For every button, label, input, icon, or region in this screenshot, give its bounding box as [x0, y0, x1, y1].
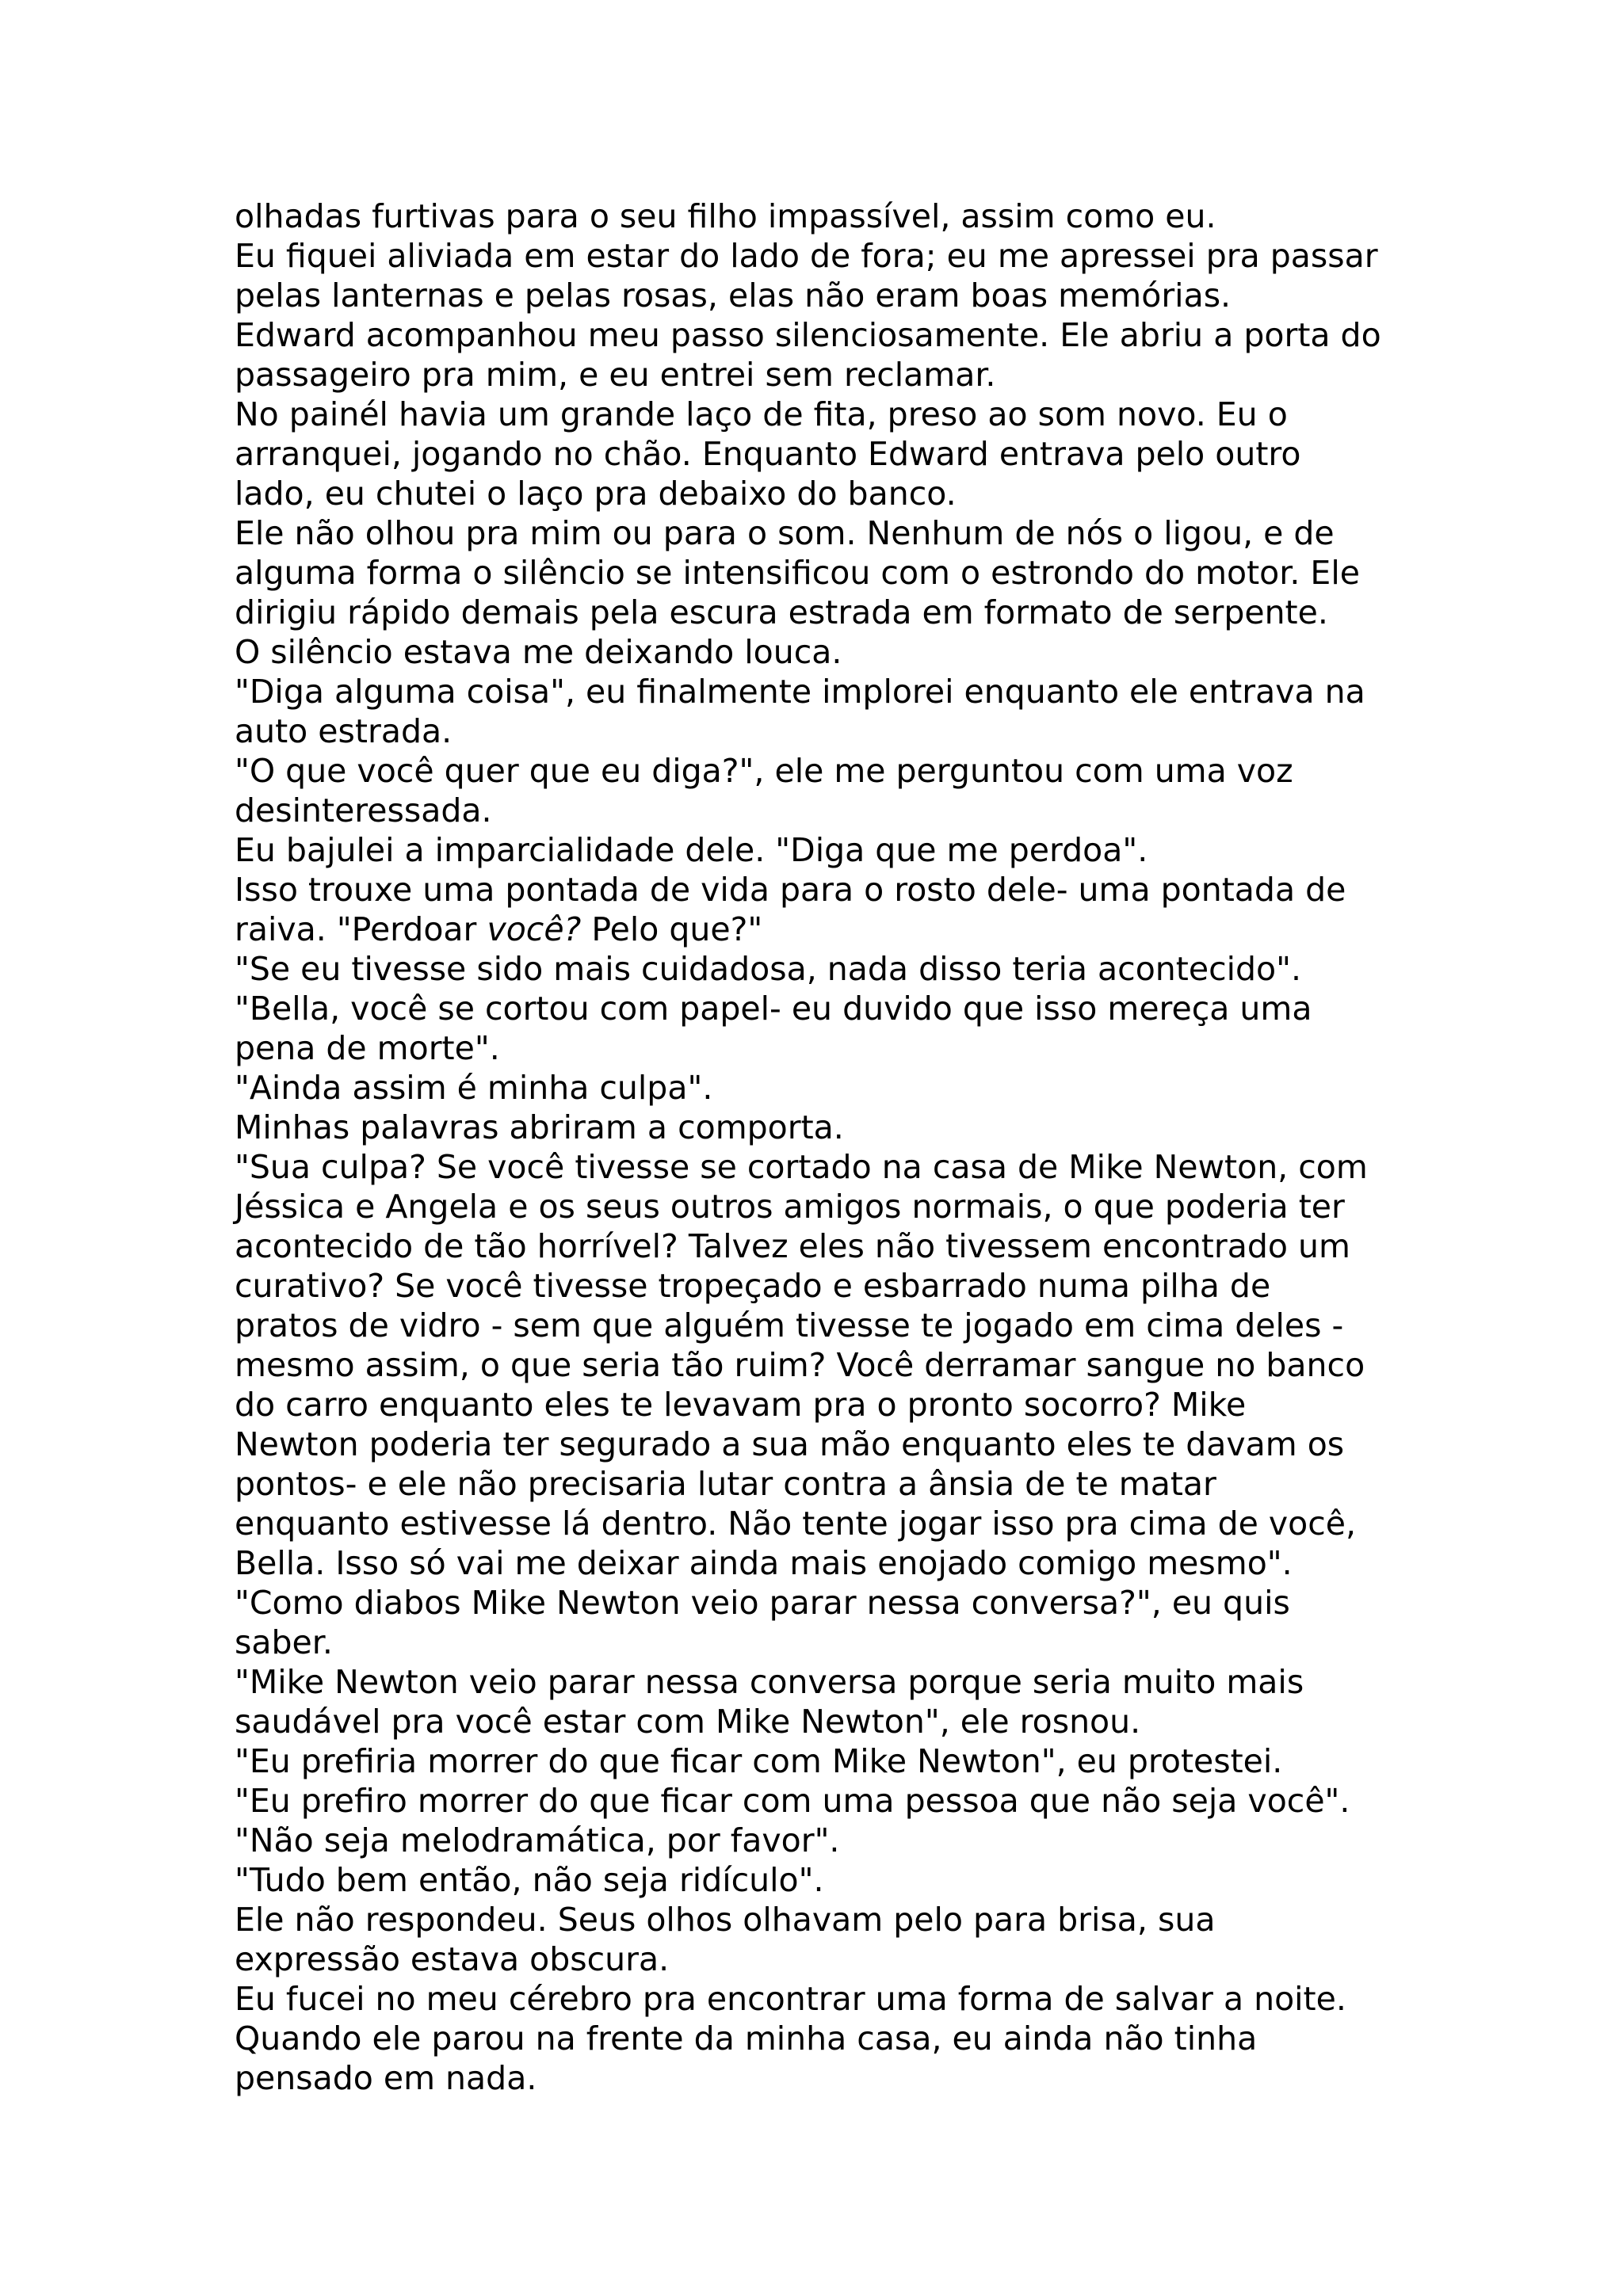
text-line: curativo? Se você tivesse tropeçado e esbarrado numa pilha de: [235, 1267, 1271, 1305]
text-line: Minhas palavras abriram a comporta.: [235, 1108, 844, 1146]
text-line: enquanto estivesse lá dentro. Não tente jogar isso pra cima de você,: [235, 1505, 1357, 1543]
text-line: arranquei, jogando no chão. Enquanto Edward entrava pelo outro: [235, 435, 1301, 473]
text-segment: Pelo que?": [581, 910, 763, 948]
text-line: pratos de vidro - sem que alguém tivesse te jogado em cima deles -: [235, 1306, 1344, 1344]
text-line: Eu fucei no meu cérebro pra encontrar uma forma de salvar a noite.: [235, 1980, 1346, 2018]
text-line: "Eu prefiro morrer do que ficar com uma pessoa que não seja você".: [235, 1782, 1350, 1820]
text-line: pensado em nada.: [235, 2059, 537, 2097]
text-line: Isso trouxe uma pontada de vida para o rosto dele- uma pontada de: [235, 871, 1346, 909]
document-body-text: [235, 196, 1423, 2098]
text-line: Ele não respondeu. Seus olhos olhavam pelo para brisa, sua: [235, 1901, 1216, 1939]
text-line: passageiro pra mim, e eu entrei sem reclamar.: [235, 356, 996, 394]
text-line: Edward acompanhou meu passo silenciosamente. Ele abriu a porta do: [235, 316, 1381, 354]
text-line: acontecido de tão horrível? Talvez eles não tivessem encontrado um: [235, 1227, 1350, 1265]
italic-text-segment: você?: [487, 910, 582, 948]
text-line: expressão estava obscura.: [235, 1940, 670, 1978]
text-line: mesmo assim, o que seria tão ruim? Você derramar sangue no banco: [235, 1346, 1365, 1384]
text-line: "Tudo bem então, não seja ridículo".: [235, 1861, 824, 1899]
text-line: "Eu prefiria morrer do que ficar com Mike Newton", eu protestei.: [235, 1742, 1283, 1780]
text-line: "Mike Newton veio parar nessa conversa porque seria muito mais: [235, 1663, 1304, 1701]
text-segment: raiva. "Perdoar: [235, 910, 487, 948]
text-line: "Bella, você se cortou com papel- eu duvido que isso mereça uma: [235, 990, 1312, 1028]
text-line: Eu fiquei aliviada em estar do lado de fora; eu me apressei pra passar: [235, 237, 1378, 275]
text-line: "Como diabos Mike Newton veio parar nessa conversa?", eu quis: [235, 1584, 1290, 1622]
text-line: "Ainda assim é minha culpa".: [235, 1069, 713, 1107]
text-line: saber.: [235, 1623, 333, 1661]
text-line: alguma forma o silêncio se intensificou com o estrondo do motor. Ele: [235, 554, 1360, 592]
text-line: pontos- e ele não precisaria lutar contra a ânsia de te matar: [235, 1465, 1216, 1503]
text-line: "Se eu tivesse sido mais cuidadosa, nada disso teria acontecido".: [235, 950, 1302, 988]
text-line: "Sua culpa? Se você tivesse se cortado na casa de Mike Newton, com: [235, 1148, 1368, 1186]
text-line: Quando ele parou na frente da minha casa, eu ainda não tinha: [235, 2019, 1258, 2058]
text-line: Eu bajulei a imparcialidade dele. "Diga que me perdoa".: [235, 831, 1148, 869]
text-line: Ele não olhou pra mim ou para o som. Nenhum de nós o ligou, e de: [235, 514, 1335, 552]
text-line: olhadas furtivas para o seu filho impassível, assim como eu.: [235, 197, 1216, 235]
text-line: Jéssica e Angela e os seus outros amigos normais, o que poderia ter: [235, 1188, 1345, 1226]
text-line: "O que você quer que eu diga?", ele me perguntou com uma voz: [235, 752, 1293, 790]
text-line: dirigiu rápido demais pela escura estrada em formato de serpente.: [235, 593, 1328, 631]
text-line: lado, eu chutei o laço pra debaixo do banco.: [235, 475, 957, 513]
text-line: No painél havia um grande laço de fita, preso ao som novo. Eu o: [235, 395, 1288, 433]
text-line: saudável pra você estar com Mike Newton", ele rosnou.: [235, 1703, 1141, 1741]
text-line: "Diga alguma coisa", eu finalmente implorei enquanto ele entrava na: [235, 673, 1365, 711]
text-line: pelas lanternas e pelas rosas, elas não eram boas memórias.: [235, 277, 1232, 315]
text-line: pena de morte".: [235, 1029, 500, 1067]
text-line: auto estrada.: [235, 712, 453, 750]
text-line: Newton poderia ter segurado a sua mão enquanto eles te davam os: [235, 1425, 1345, 1463]
text-line: [235, 910, 1423, 949]
text-line: Bella. Isso só vai me deixar ainda mais enojado comigo mesmo".: [235, 1544, 1293, 1582]
text-line: desinteressada.: [235, 791, 492, 830]
text-line: O silêncio estava me deixando louca.: [235, 633, 842, 671]
text-line: do carro enquanto eles te levavam pra o pronto socorro? Mike: [235, 1386, 1247, 1424]
text-line: "Não seja melodramática, por favor".: [235, 1821, 840, 1859]
